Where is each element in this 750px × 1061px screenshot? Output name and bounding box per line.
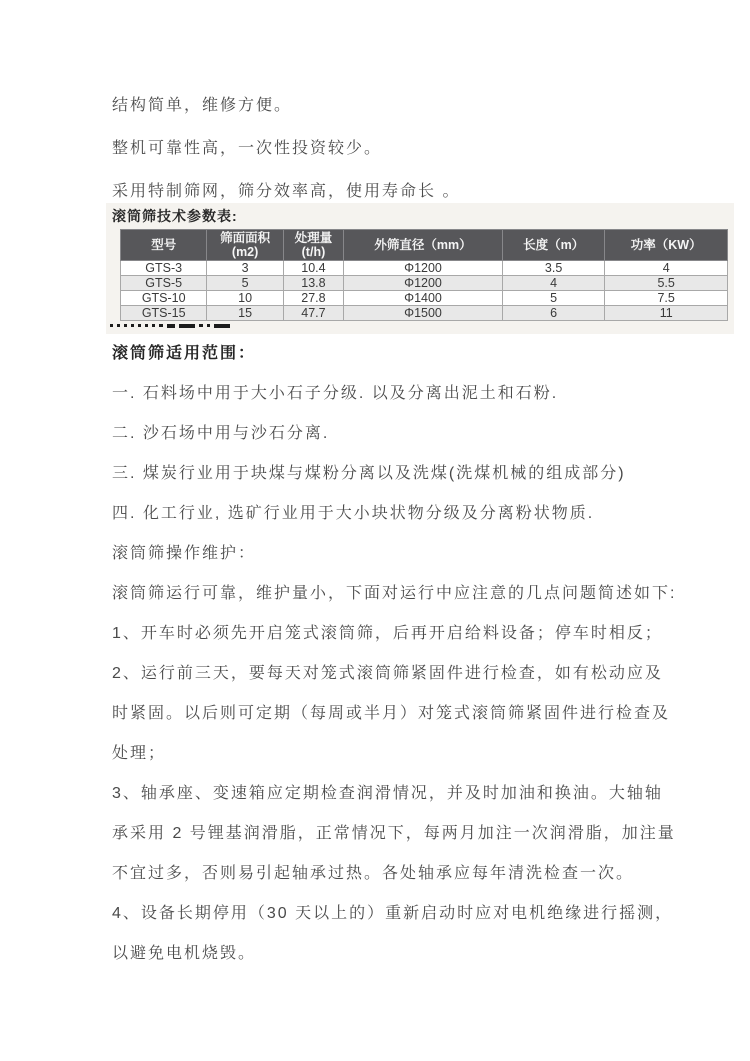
maintenance-line: 时紧固。以后则可定期（每周或半月）对笼式滚筒筛紧固件进行检查及 bbox=[112, 705, 671, 722]
scope-item: 四. 化工行业, 选矿行业用于大小块状物分级及分离粉状物质. bbox=[112, 505, 595, 522]
maintenance-line: 1、开车时必须先开启笼式滚筒筛，后再开启给料设备；停车时相反； bbox=[112, 625, 663, 642]
table-cell: 47.7 bbox=[283, 306, 343, 321]
maintenance-line: 2、运行前三天，要每天对笼式滚筒筛紧固件进行检查，如有松动应及 bbox=[112, 665, 663, 682]
document-body bbox=[112, 334, 737, 974]
table-header-cell: 型号 bbox=[121, 230, 207, 261]
scope-heading: 滚筒筛适用范围： bbox=[112, 345, 257, 362]
table-cell: 3 bbox=[207, 261, 283, 276]
parameter-table bbox=[120, 229, 728, 321]
table-cell: 6 bbox=[502, 306, 605, 321]
scope-item: 一. 石料场中用于大小石子分级. 以及分离出泥土和石粉. bbox=[112, 385, 559, 402]
maintenance-line: 承采用 2 号锂基润滑脂，正常情况下，每两月加注一次润滑脂，加注量 bbox=[112, 825, 676, 842]
table-row bbox=[121, 291, 728, 306]
table-cell: 3.5 bbox=[502, 261, 605, 276]
table-cell: Φ1500 bbox=[344, 306, 503, 321]
table-header-cell: 筛面面积 (m2) bbox=[207, 230, 283, 261]
maintenance-line: 以避免电机烧毁。 bbox=[112, 945, 257, 962]
table-cell: 13.8 bbox=[283, 276, 343, 291]
parameter-table-image bbox=[106, 203, 734, 334]
table-cell: 5.5 bbox=[605, 276, 728, 291]
table-cell: GTS-10 bbox=[121, 291, 207, 306]
table-header-row bbox=[121, 230, 728, 261]
table-cell: GTS-15 bbox=[121, 306, 207, 321]
table-cell: 10.4 bbox=[283, 261, 343, 276]
maintenance-heading: 滚筒筛操作维护： bbox=[112, 545, 257, 562]
table-cell: 5 bbox=[207, 276, 283, 291]
feature-line: 整机可靠性高，一次性投资较少。 bbox=[112, 140, 383, 157]
clipped-text-artifact bbox=[110, 324, 730, 332]
table-cell: 10 bbox=[207, 291, 283, 306]
table-cell: GTS-3 bbox=[121, 261, 207, 276]
table-cell: 27.8 bbox=[283, 291, 343, 306]
table-cell: 7.5 bbox=[605, 291, 728, 306]
table-header-cell: 外筛直径（mm） bbox=[344, 230, 503, 261]
maintenance-line: 3、轴承座、变速箱应定期检查润滑情况，并及时加油和换油。大轴轴 bbox=[112, 785, 663, 802]
scope-item: 二. 沙石场中用与沙石分离. bbox=[112, 425, 330, 442]
table-cell: 4 bbox=[605, 261, 728, 276]
table-cell: GTS-5 bbox=[121, 276, 207, 291]
maintenance-line: 4、设备长期停用（30 天以上的）重新启动时应对电机绝缘进行摇测， bbox=[112, 905, 674, 922]
table-cell: Φ1200 bbox=[344, 276, 503, 291]
table-row bbox=[121, 306, 728, 321]
table-cell: 15 bbox=[207, 306, 283, 321]
document-page bbox=[112, 84, 737, 974]
table-row bbox=[121, 261, 728, 276]
scope-item: 三. 煤炭行业用于块煤与煤粉分离以及洗煤(洗煤机械的组成部分) bbox=[112, 465, 626, 482]
feature-line: 采用特制筛网，筛分效率高，使用寿命长 。 bbox=[112, 183, 461, 200]
table-header-cell: 功率（KW） bbox=[605, 230, 728, 261]
table-row bbox=[121, 276, 728, 291]
maintenance-line: 不宜过多，否则易引起轴承过热。各处轴承应每年清洗检查一次。 bbox=[112, 865, 635, 882]
table-cell: 4 bbox=[502, 276, 605, 291]
table-cell: 5 bbox=[502, 291, 605, 306]
table-cell: 11 bbox=[605, 306, 728, 321]
maintenance-line: 处理； bbox=[112, 745, 167, 762]
table-header-cell: 处理量 (t/h) bbox=[283, 230, 343, 261]
maintenance-intro: 滚筒筛运行可靠，维护量小，下面对运行中应注意的几点问题简述如下: bbox=[112, 585, 677, 602]
feature-line: 结构简单，维修方便。 bbox=[112, 97, 293, 114]
table-cell: Φ1200 bbox=[344, 261, 503, 276]
table-header-cell: 长度（m） bbox=[502, 230, 605, 261]
table-cell: Φ1400 bbox=[344, 291, 503, 306]
feature-list bbox=[112, 84, 737, 213]
table-title: 滚筒筛技术参数表: bbox=[112, 208, 238, 224]
